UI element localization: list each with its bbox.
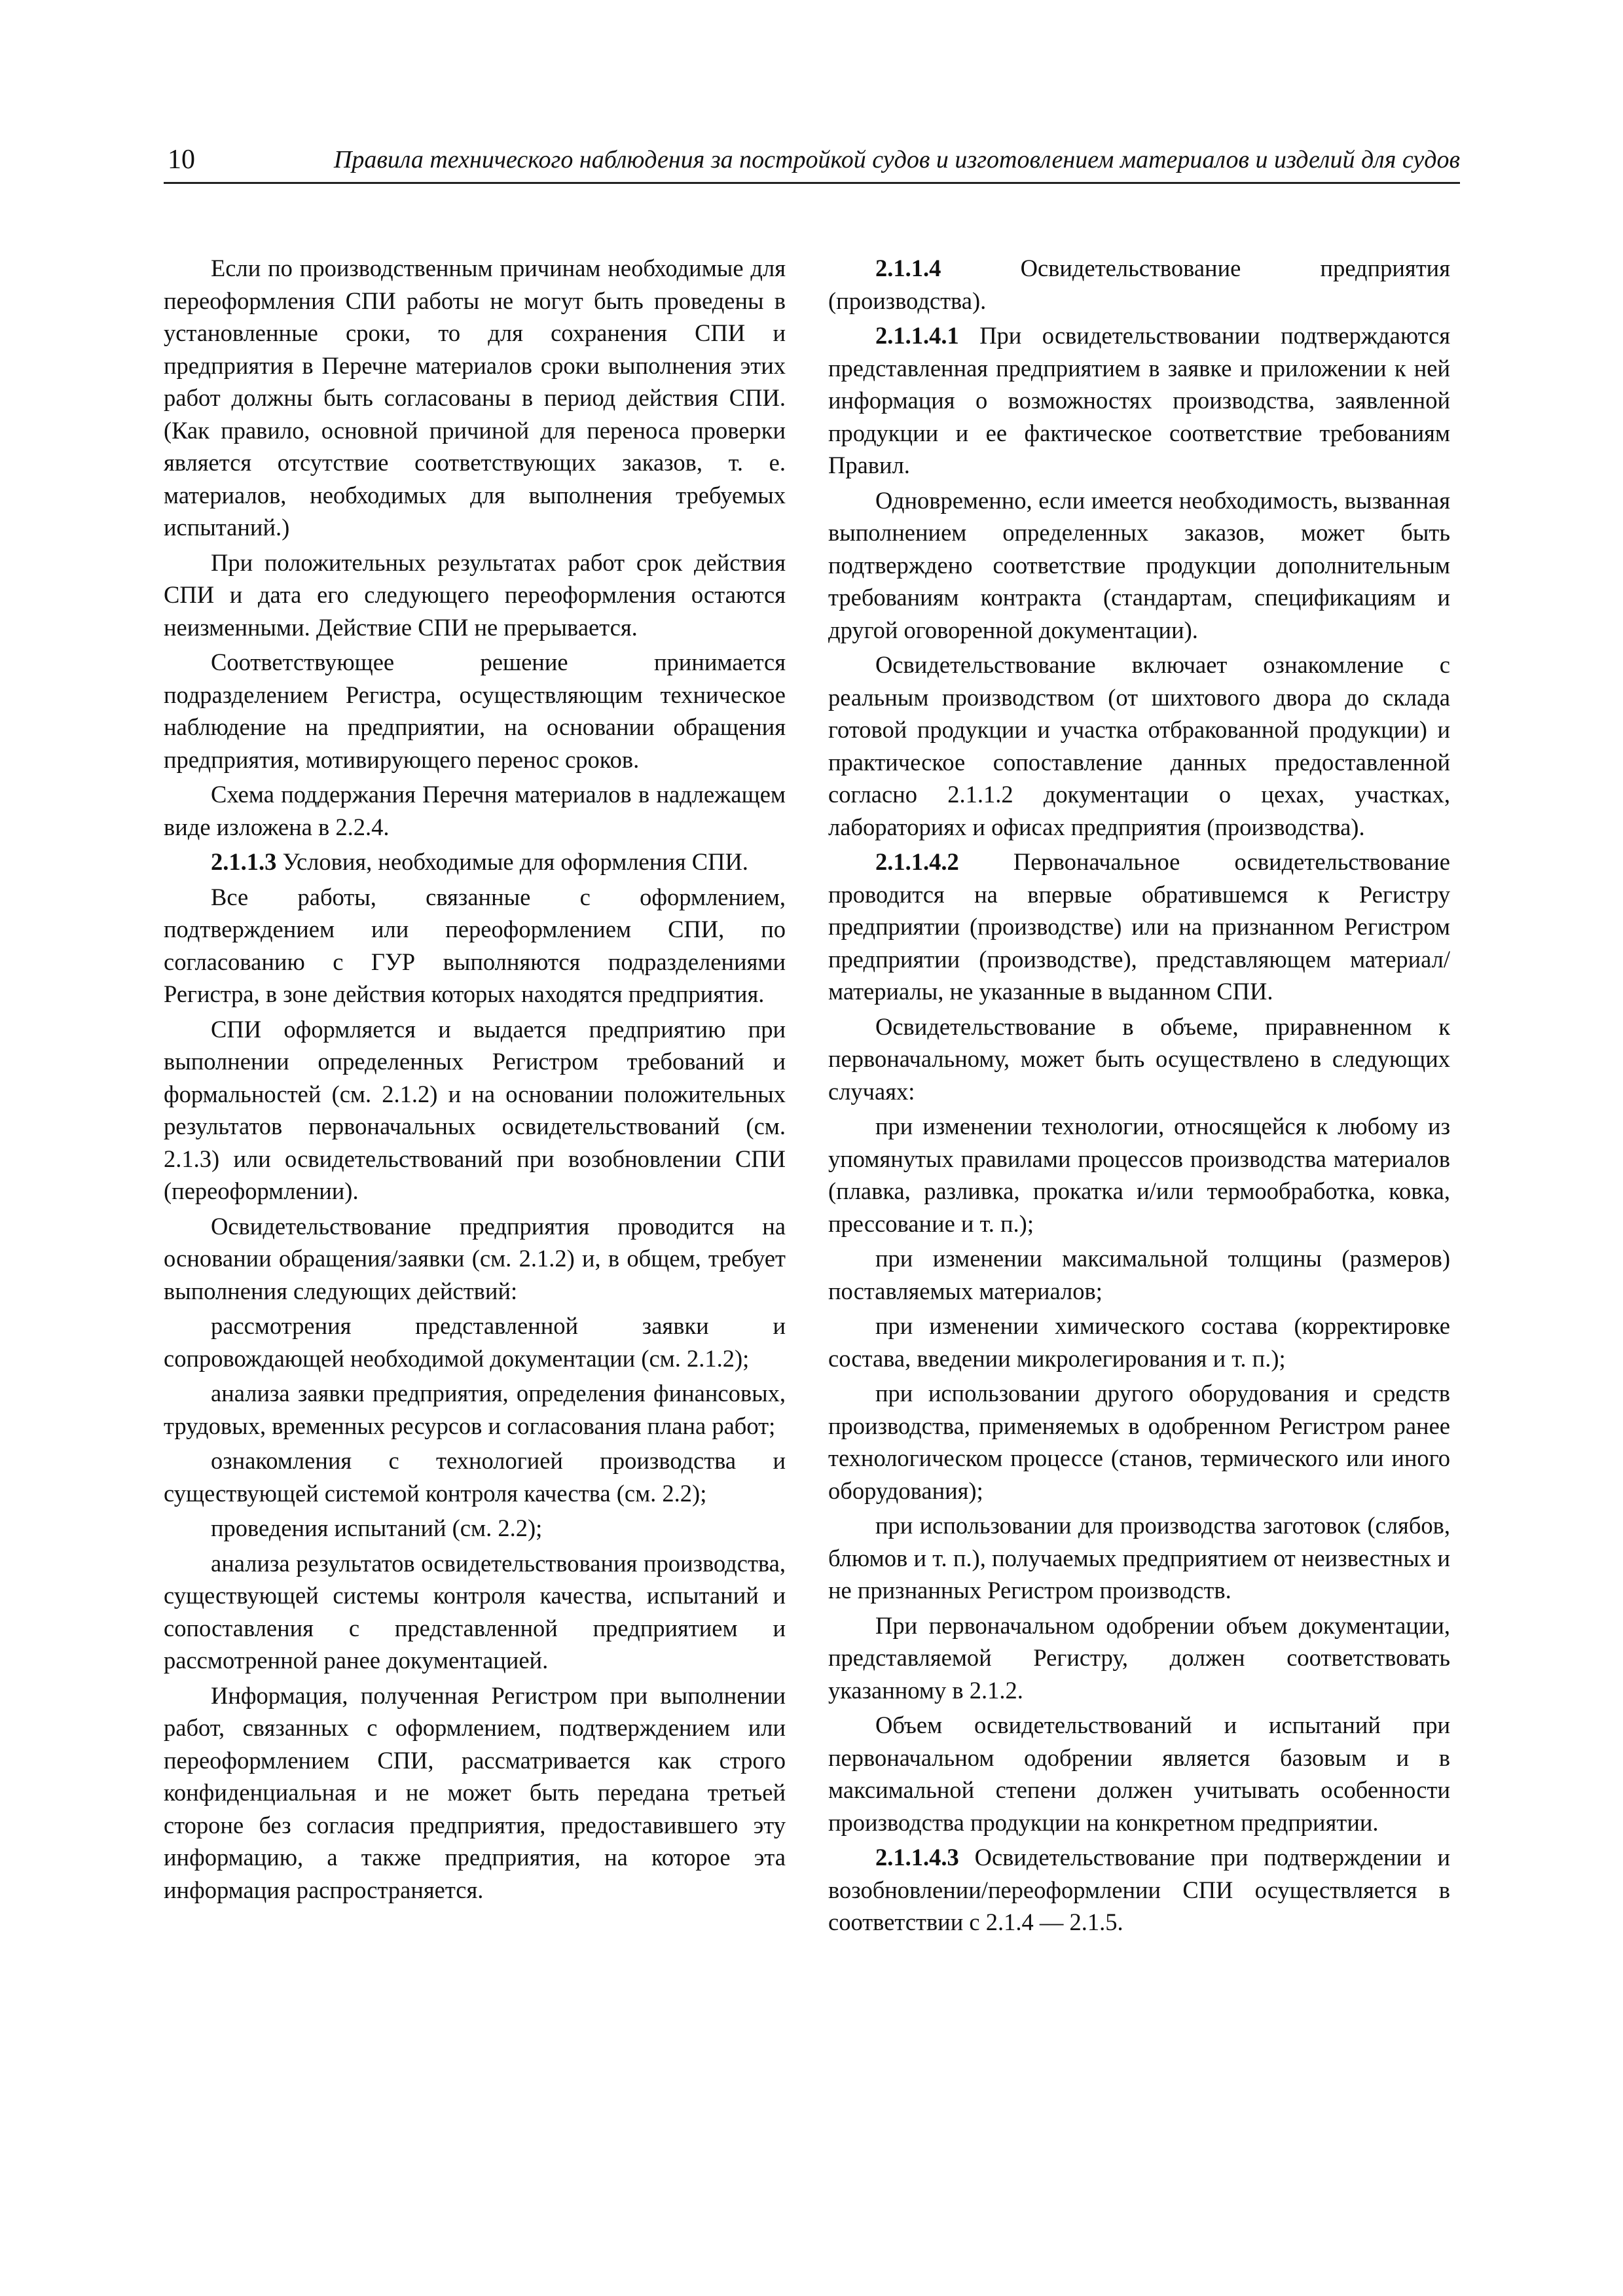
section-text: Освидетельствование при подтверждении и возобновлении/переоформлении СПИ осуществляется в соответствии с 2.1.4 — 2.1.5.: [828, 1844, 1450, 1935]
paragraph: При положительных результатах работ срок действия СПИ и дата его следующего переоформления остаются неизменными. Действие СПИ не прерывается.: [164, 548, 786, 641]
section-title: Освидетельствование предприятия (производства).: [828, 255, 1450, 314]
list-item: при изменении максимальной толщины (размеров) поставляемых материалов;: [828, 1245, 1450, 1304]
paragraph: При первоначальном одобрении объем документации, представляемой Регистру, должен соответствовать указанному в 2.1.2.: [828, 1611, 1450, 1704]
section-2-1-1-4-1: [828, 319, 1450, 482]
paragraph: Освидетельствование включает ознакомление с реальным производством (от шихтового двора до склада готовой продукции и участка отбракованной продукции) и практическое сопоставление данных предоставленной согласно 2.1.1.2 документации о цехах, участках, лабораториях и офисах предприятия (производства).: [828, 651, 1450, 840]
section-2-1-1-4-2: [828, 846, 1450, 1008]
paragraph: Одновременно, если имеется необходимость, вызванная выполнением определенных заказов, может быть подтверждено соответствие продукции дополнительным требованиям контракта (стандартам, спецификациям и другой оговоренной документации).: [828, 486, 1450, 643]
page-header: [164, 143, 1460, 184]
section-2-1-1-4-3: [828, 1841, 1450, 1939]
section-heading-2-1-1-4: [828, 252, 1450, 317]
section-number: 2.1.1.4.2: [875, 848, 959, 875]
section-number: 2.1.1.3: [211, 848, 277, 875]
paragraph: Схема поддержания Перечня материалов в надлежащем виде изложена в 2.2.4.: [164, 781, 786, 840]
list-item: при использовании для производства заготовок (слябов, блюмов и т. п.), получаемых предприятием от неизвестных и не признанных Регистром производств.: [828, 1512, 1450, 1604]
paragraph: Все работы, связанные с оформлением, подтверждением или переоформлением СПИ, по согласованию с ГУР выполняются подразделениями Регистра, в зоне действия которых находятся предприятия.: [164, 883, 786, 1007]
paragraph: Соответствующее решение принимается подразделением Регистра, осуществляющим техническое наблюдение на предприятии, на основании обращения предприятия, мотивирующего перенос сроков.: [164, 649, 786, 773]
left-column: [164, 252, 786, 1909]
section-number: 2.1.1.4.1: [875, 322, 959, 349]
list-item: проведения испытаний (см. 2.2);: [211, 1515, 543, 1541]
section-text: Первоначальное освидетельствование проводится на впервые обратившемся к Регистру предприятии (производстве) или на признанном Регистром предприятии (производстве), представляющем материал/материалы, не указанные в выданном СПИ.: [828, 848, 1450, 1005]
right-column: [828, 252, 1450, 1941]
list-item: при изменении химического состава (корректировке состава, введении микролегирования и т. п.);: [828, 1312, 1450, 1372]
running-title: Правила технического наблюдения за постройкой судов и изготовлением материалов и изделий для судов: [333, 146, 1460, 173]
section-heading-2-1-1-3: [164, 846, 786, 878]
page-number: 10: [168, 145, 195, 175]
paragraph: Информация, полученная Регистром при выполнении работ, связанных с оформлением, подтверждением или переоформлением СПИ, рассматривается как строго конфиденциальная и не может быть передана третьей стороне без согласия предприятия, предоставившего эту информацию, а также предприятия, на которое эта информация распространяется.: [164, 1681, 786, 1903]
list-item: анализа результатов освидетельствования производства, существующей системы контроля качества, испытаний и сопоставления с представленной предприятием и рассмотренной ранее документацией.: [164, 1549, 786, 1674]
section-title: Условия, необходимые для оформления СПИ.: [276, 848, 748, 875]
paragraph: Если по производственным причинам необходимые для переоформления СПИ работы не могут быть проведены в установленные сроки, то для сохранения СПИ и предприятия в Перечне материалов сроки выполнения этих работ должны быть согласованы в период действия СПИ. (Как правило, основной причиной для переноса проверки является отсутствие соответствующих заказов, т. е. материалов, необходимых для выполнения требуемых испытаний.): [164, 255, 786, 541]
paragraph: Объем освидетельствований и испытаний при первоначальном одобрении является базовым и в максимальной степени должен учитывать особенности производства продукции на конкретном предприятии.: [828, 1712, 1450, 1836]
paragraph: СПИ оформляется и выдается предприятию при выполнении определенных Регистром требований и формальностей (см. 2.1.2) и на основании положительных результатов первоначальных освидетельствований (см. 2.1.3) или освидетельствований при возобновлении СПИ (переоформлении).: [164, 1015, 786, 1204]
list-item: рассмотрения представленной заявки и сопровождающей необходимой документации (см. 2.1.2);: [164, 1312, 786, 1372]
list-item: анализа заявки предприятия, определения финансовых, трудовых, временных ресурсов и согласования плана работ;: [164, 1380, 786, 1439]
paragraph: Освидетельствование в объеме, приравненном к первоначальному, может быть осуществлено в следующих случаях:: [828, 1013, 1450, 1105]
section-number: 2.1.1.4: [875, 255, 941, 281]
section-text: При освидетельствовании подтверждаются представленная предприятием в заявке и приложении к ней информация о возможностях производства, заявленной продукции и ее фактическое соответствие требованиям Правил.: [828, 322, 1450, 478]
list-item: при использовании другого оборудования и средств производства, применяемых в одобренном Регистром ранее технологическом процессе (станов, термического или иного оборудования);: [828, 1380, 1450, 1504]
list-item: ознакомления с технологией производства и существующей системой контроля качества (см. 2.2);: [164, 1447, 786, 1507]
section-number: 2.1.1.4.3: [875, 1844, 959, 1871]
list-item: при изменении технологии, относящейся к любому из упомянутых правилами процессов производства материалов (плавка, разливка, прокатка и/или термообработка, ковка, прессование и т. п.);: [828, 1113, 1450, 1237]
paragraph: Освидетельствование предприятия проводится на основании обращения/заявки (см. 2.1.2) и, в общем, требует выполнения следующих действий:: [164, 1212, 786, 1304]
